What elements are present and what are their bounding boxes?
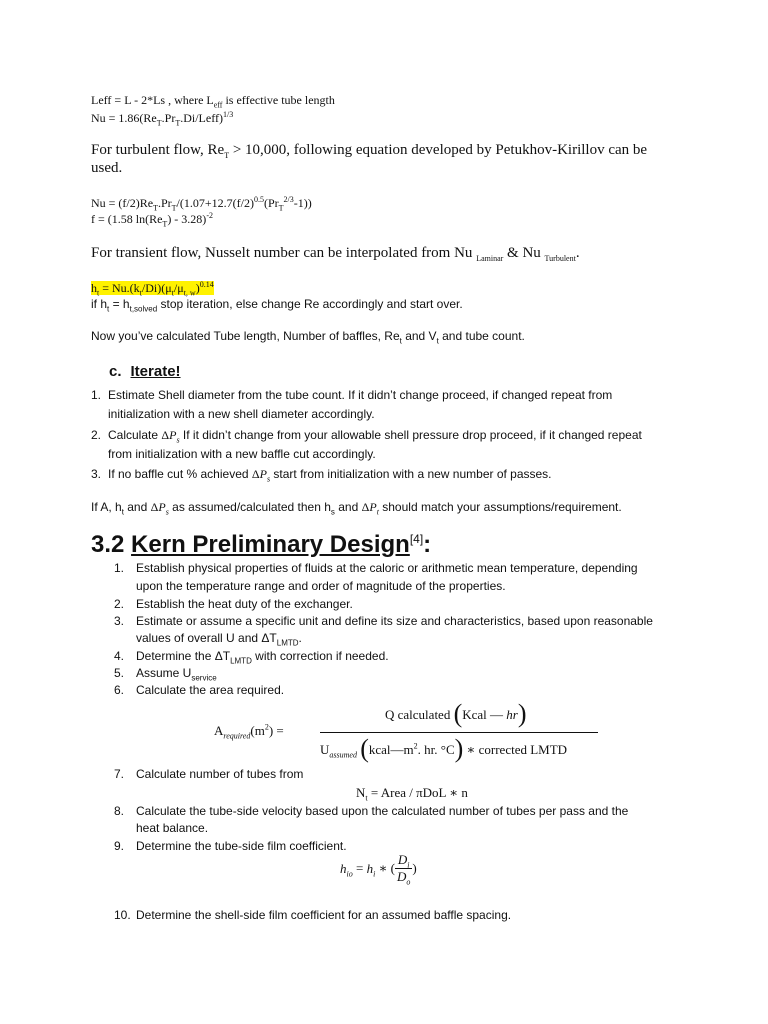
friction-factor-equation: f = (1.58 $\ln(Re_T) - 3.28)^{-2}$ <box>91 211 213 229</box>
transient-flow-text: For transient flow, Nusselt number can be interpolated from Nu $_{Laminar}$ & Nu $_{Turbulent}$. <box>91 245 580 263</box>
iterate-heading <box>109 363 181 380</box>
kern-item-7-number: 7. <box>114 767 125 781</box>
kern-item-1-line1: Establish physical properties of fluids at the caloric or arithmetic mean temperature, depending <box>136 561 638 575</box>
iterate-heading-letter: c. <box>109 363 122 380</box>
ht-equation-highlighted: $h_t = Nu.(k_t/Di)(\mu_t/\mu_{t, w})^{0.14}$ <box>91 280 214 298</box>
area-equation-denominator: $U_{assumed}$ ($kcal—m^2$. hr. °C) ∗ corrected LMTD <box>320 734 568 763</box>
kern-item-9-line1: Determine the tube-side film coefficient. <box>136 839 347 853</box>
kern-item-5-line1: Assume $U_{service}$ <box>136 666 217 683</box>
kern-heading-title: Kern Preliminary Design <box>131 531 410 558</box>
kern-item-1-line2: upon the temperature range and order of magnitude of the properties. <box>136 579 506 593</box>
area-equation-numerator: Q calculated (Kcal — hr) <box>385 699 527 728</box>
turbulent-flow-text-line2: used. <box>91 160 123 176</box>
iterate-heading-title: Iterate! <box>130 363 181 380</box>
iteration-condition: if $h_t = h_{t,solved}$ stop iteration, else change Re accordingly and start over. <box>91 297 463 314</box>
kern-item-10-line1: Determine the shell-side film coefficient for an assumed baffle spacing. <box>136 908 512 922</box>
kern-item-7-line1: Calculate number of tubes from <box>136 767 304 781</box>
kern-item-3-line2: values of overall U and $\Delta T_{LMTD}$. <box>136 631 302 648</box>
kern-heading-number: 3.2 <box>91 531 125 558</box>
tube-count-equation: $N_t$ = Area / πDoL ∗ n <box>356 785 468 803</box>
kern-item-3-line1: Estimate or assume a specific unit and define its size and characteristics, based upon reasonable <box>136 614 653 628</box>
iterate-item-3-line1: If no baffle cut % achieved $\Delta P_s$ start from initialization with a new number of passes. <box>108 467 552 484</box>
kern-item-6-line1: Calculate the area required. <box>136 683 285 697</box>
iterate-item-2-number: 2. <box>91 428 102 442</box>
turbulent-flow-text: For turbulent flow, $Re_T > 10,000$, following equation developed by Petukhov-Kirillov can be <box>91 142 648 160</box>
iterate-item-1-line1: Estimate Shell diameter from the tube count. If it didn’t change proceed, if changed repeat from <box>108 388 613 402</box>
kern-item-9-number: 9. <box>114 839 125 853</box>
hio-fraction: $\frac{D_i}{D_o}$ <box>396 852 411 887</box>
iterate-item-1-number: 1. <box>91 388 102 402</box>
assumption-check: If A, $h_t$ and $\Delta P_s$ as assumed/calculated then $h_s$ and $\Delta P_t$ should match your assumptions/requirement. <box>91 500 622 517</box>
iterate-item-3-number: 3. <box>91 467 102 481</box>
kern-item-10-number: 10. <box>114 908 131 922</box>
leff-definition: Leff = L - 2*Ls , where $L_{eff}$ is effective tube length <box>91 93 335 110</box>
kern-heading-reference: [4] <box>409 532 424 546</box>
calculated-summary: Now you’ve calculated Tube length, Number of baffles, $Re_t$ and $V_t$ and tube count. <box>91 329 525 346</box>
iterate-item-2-line2: from initialization with a new baffle cut accordingly. <box>108 447 376 461</box>
kern-item-1-number: 1. <box>114 561 125 575</box>
kern-item-3-number: 3. <box>114 614 125 628</box>
iterate-item-2-line1: Calculate $\Delta P_s$ If it didn’t change from your allowable shell pressure drop proceed, if it changed repeat <box>108 428 642 445</box>
kern-item-8-line1: Calculate the tube-side velocity based upon the calculated number of tubes per pass and the <box>136 804 629 818</box>
nu-turbulent-equation: $Nu = (f/2)Re_T.Pr_T/(1.07+12.7(f/2)^{0.5}(Pr_T^{2/3}-1))$ <box>91 195 312 213</box>
iterate-item-1-line2: initialization with a new shell diameter accordingly. <box>108 407 375 421</box>
hio-equation: $h_{io} = h_i$ ∗ ( $\frac{D_i}{D_o}$ ) <box>340 852 417 887</box>
kern-item-4-number: 4. <box>114 649 125 663</box>
area-equation-fraction-bar <box>320 732 598 733</box>
kern-heading: 3.2 Kern Preliminary Design[4]: <box>91 531 432 558</box>
kern-item-8-line2: heat balance. <box>136 821 209 835</box>
area-equation-lhs: $A_{required}(m^2)$ = <box>214 722 284 741</box>
kern-item-6-number: 6. <box>114 683 125 697</box>
nu-laminar-equation: $Nu = 1.86(Re_T.Pr_T.Di/Leff)^{1/3}$ <box>91 110 234 128</box>
kern-item-4-line1: Determine the $\Delta T_{LMTD}$ with correction if needed. <box>136 649 389 666</box>
kern-item-5-number: 5. <box>114 666 125 680</box>
kern-item-2-number: 2. <box>114 597 125 611</box>
kern-item-8-number: 8. <box>114 804 125 818</box>
kern-item-2-line1: Establish the heat duty of the exchanger. <box>136 597 353 611</box>
